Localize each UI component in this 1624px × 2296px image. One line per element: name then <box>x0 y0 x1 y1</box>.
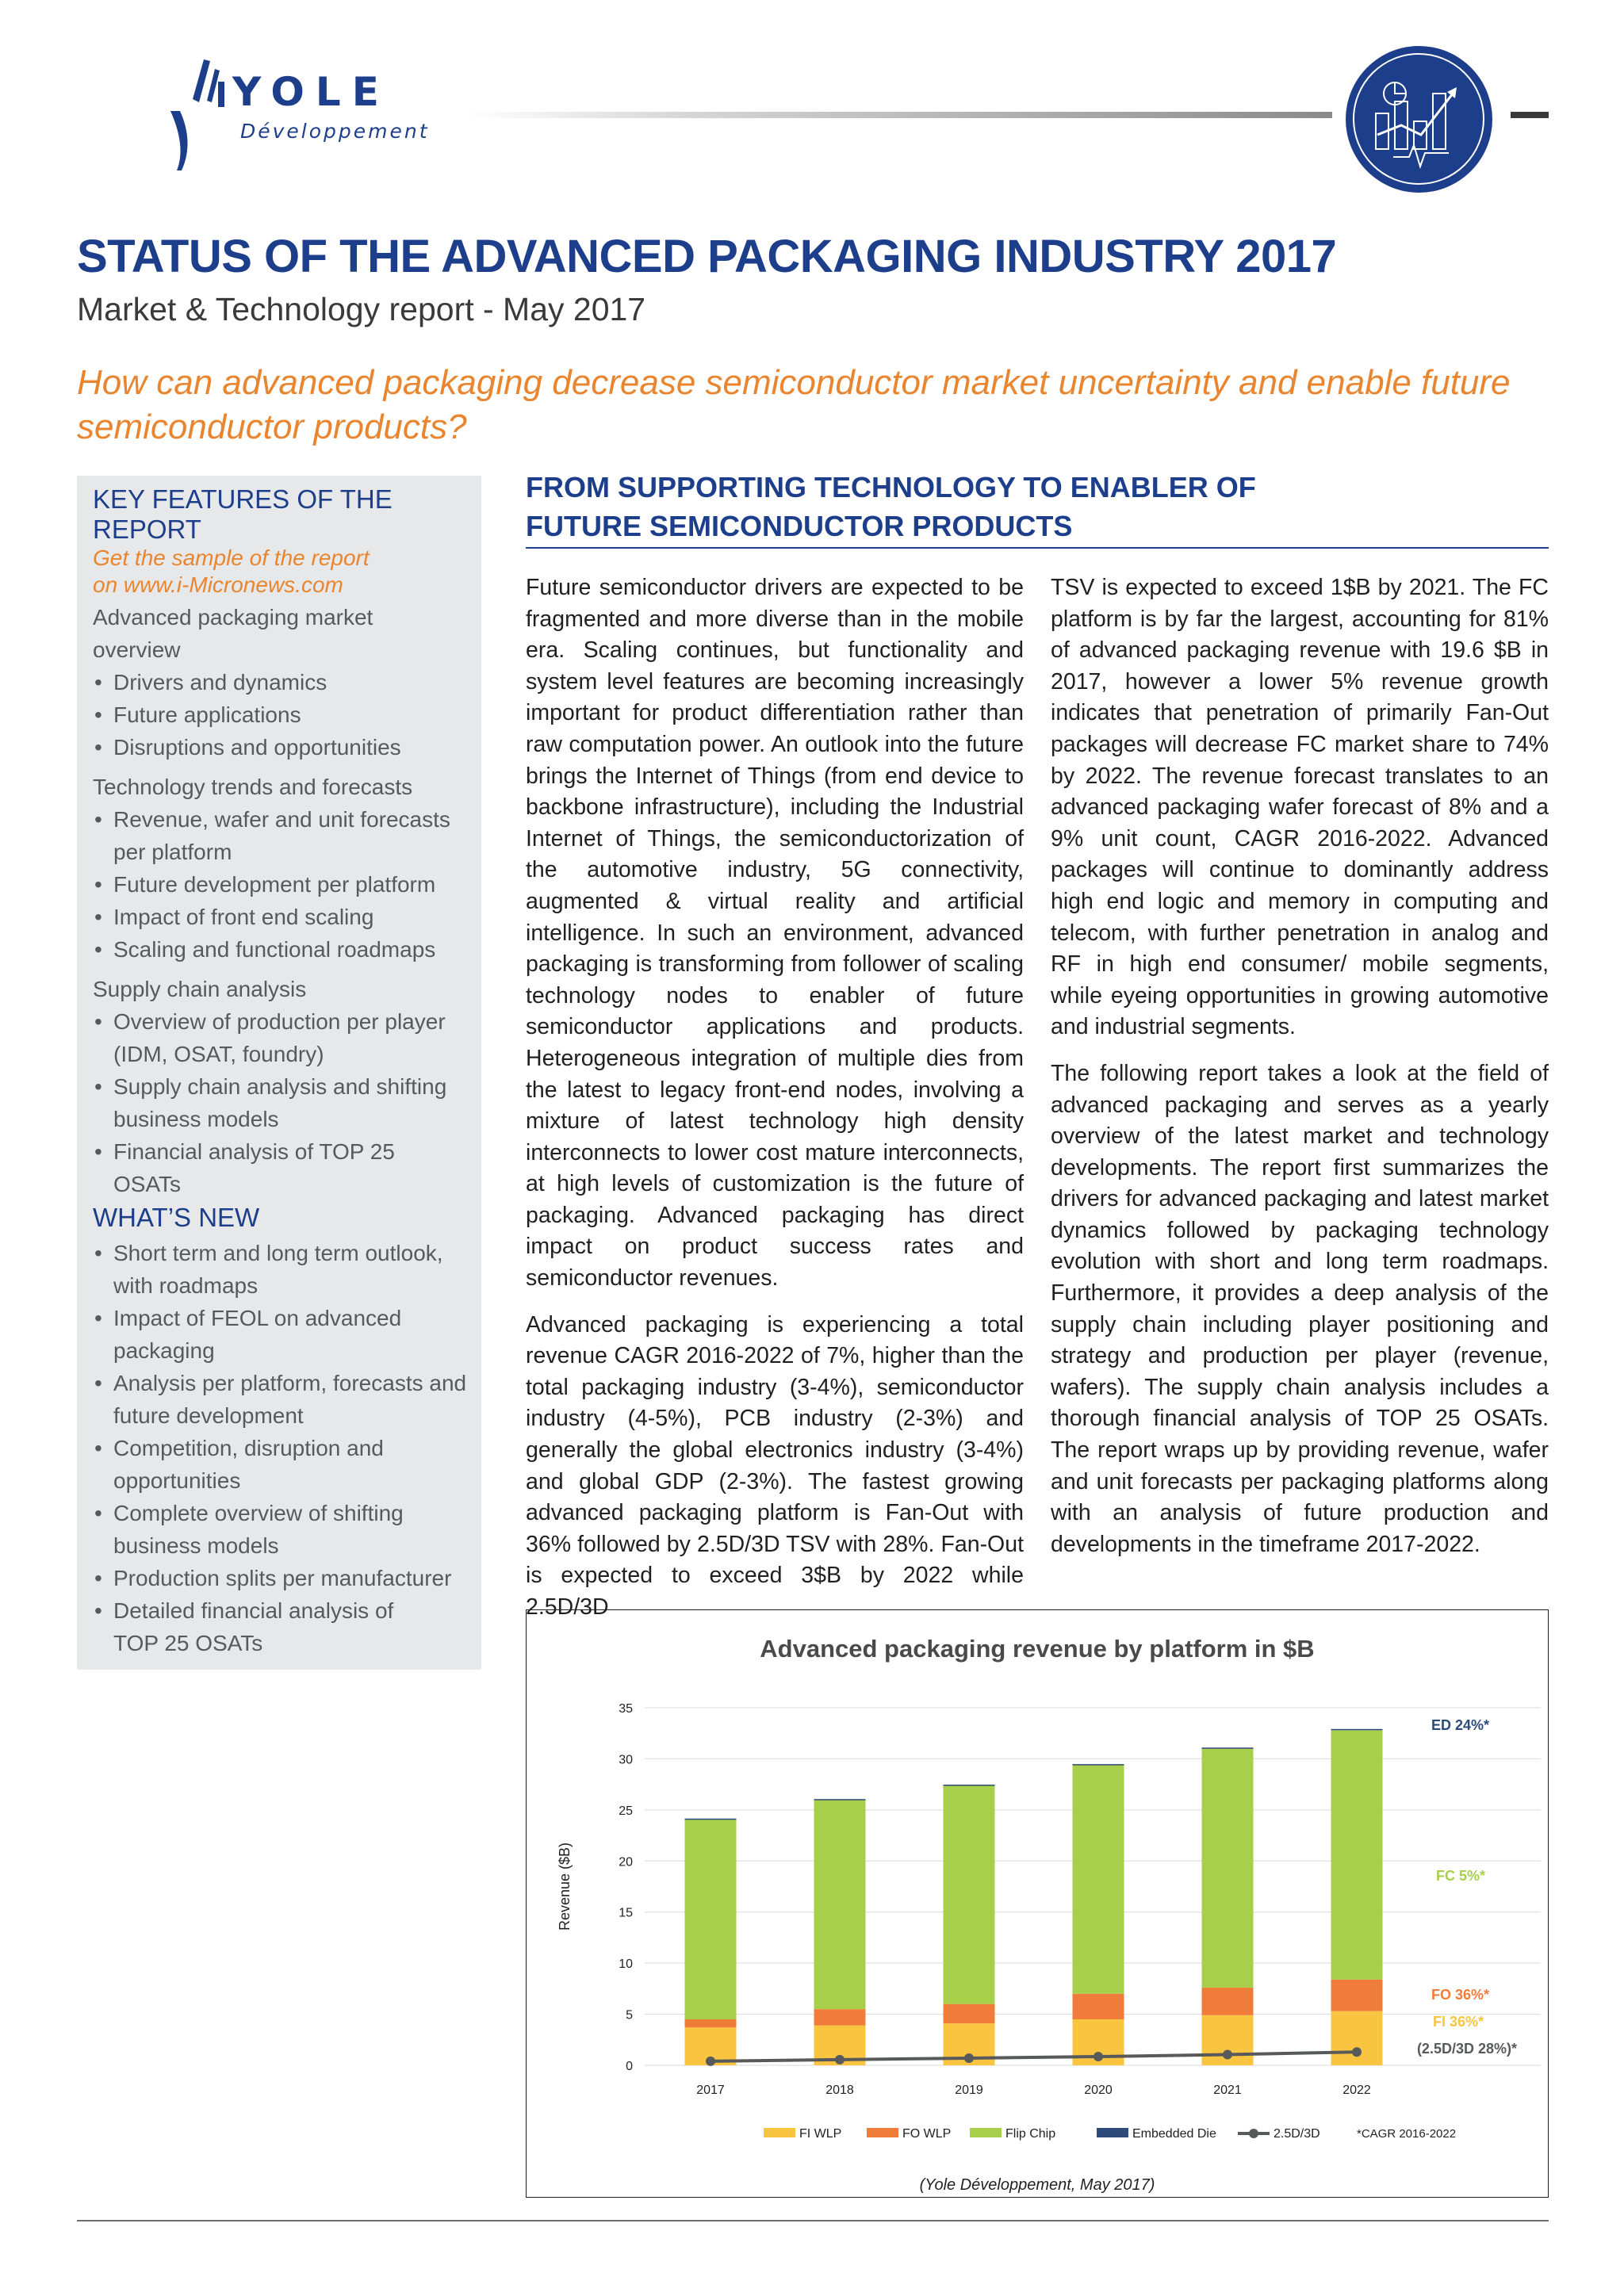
logo-subtitle: Développement <box>240 120 430 143</box>
bar-segment-fo-wlp <box>685 2019 737 2027</box>
bar-segment-embedded-die <box>814 1799 866 1800</box>
line-point <box>1352 2047 1362 2057</box>
bar-segment-embedded-die <box>944 1785 995 1786</box>
chart-growth-icon <box>1346 46 1492 193</box>
chart-annotation: FO 36%* <box>1431 1987 1489 2003</box>
y-tick-label: 20 <box>619 1855 633 1869</box>
line-point <box>835 2055 845 2064</box>
list-item: • Complete overview of shifting business models <box>94 1497 427 1562</box>
x-tick-label: 2018 <box>825 2084 854 2097</box>
bar-segment-fo-wlp <box>1202 1988 1254 2015</box>
chart-annotation: FI 36%* <box>1432 2014 1484 2030</box>
list-item: • Production splits per manufacturer <box>94 1562 467 1594</box>
y-tick-label: 0 <box>626 2060 633 2073</box>
list-item: • Impact of front end scaling <box>94 901 467 933</box>
list-item: • Disruptions and opportunities <box>94 731 467 763</box>
revenue-chart <box>526 1609 1549 2198</box>
list-item: • Future applications <box>94 698 467 731</box>
list-item: • Drivers and dynamics <box>94 666 467 698</box>
chart-source: (Yole Développement, May 2017) <box>919 2176 1155 2194</box>
legend-label: FI WLP <box>799 2127 842 2141</box>
chart-annotation: ED 24%* <box>1431 1717 1489 1733</box>
list-item: • Short term and long term outlook, with roadmaps <box>94 1237 459 1302</box>
bar-segment-embedded-die <box>1202 1747 1254 1749</box>
paragraph: The following report takes a look at the field of advanced packaging and serves as a yearly overview of the latest market and technology developments. The report first summarizes the drivers for advanced packaging and latest market dynamics followed by packaging technology evolution with short and long term roadmaps. Furthermore, it provides a deep analysis of the supply chain including player positioning and strategy and production per player (revenue, wafers). The supply chain analysis includes a thorough financial analysis of TOP 25 OSATs. The report wraps up by providing revenue, wafer and unit forecasts per packaging platforms along with an analysis of future production and developments in the timeframe 2017-2022. <box>1051 1060 1549 1557</box>
bar-segment-fo-wlp <box>814 2009 866 2026</box>
line-point <box>1223 2049 1232 2059</box>
section-heading-main: FROM SUPPORTING TECHNOLOGY TO ENABLER OF FUTURE SEMICONDUCTOR PRODUCTS <box>526 471 1256 542</box>
legend-label: Flip Chip <box>1005 2127 1056 2141</box>
logo-wordmark: YOLE <box>232 69 390 115</box>
bar-segment-fo-wlp <box>944 2004 995 2023</box>
bar-segment-fo-wlp <box>1073 1994 1124 2019</box>
legend-label: FO WLP <box>902 2127 952 2141</box>
list-item: • Overview of production per player (IDM, OSAT, foundry) <box>94 1005 467 1070</box>
list-item: • Future development per platform <box>94 868 467 901</box>
bar-segment-flip-chip <box>685 1819 737 2019</box>
key-features-title: KEY FEATURES OF THE REPORT <box>93 484 393 544</box>
legend-note: *CAGR 2016-2022 <box>1357 2127 1457 2141</box>
footer-rule <box>77 2220 1549 2221</box>
list-item: • Supply chain analysis and shifting business models <box>94 1070 459 1135</box>
yole-logo <box>163 52 430 178</box>
section-heading: Supply chain analysis <box>93 977 307 1001</box>
legend-label: Embedded Die <box>1132 2127 1216 2141</box>
legend-swatch <box>867 2128 898 2137</box>
chart-title: Advanced packaging revenue by platform in $B <box>760 1635 1315 1663</box>
list-item: • Revenue, wafer and unit forecasts per platform <box>94 803 451 868</box>
x-tick-label: 2020 <box>1084 2084 1113 2097</box>
report-badge <box>1346 46 1492 193</box>
y-tick-label: 30 <box>619 1753 633 1767</box>
sample-link-line1[interactable]: Get the sample of the report <box>93 545 370 570</box>
bar-segment-flip-chip <box>1202 1749 1254 1988</box>
line-point <box>706 2057 715 2066</box>
bar-segment-fo-wlp <box>1331 1980 1383 2011</box>
lead-question: How can advanced packaging decrease semiconductor market uncertainty and enable future semiconductor products? <box>77 363 1511 446</box>
paragraph: Advanced packaging is experiencing a total revenue CAGR 2016-2022 of 7%, higher than the total packaging industry (3-4%), semiconductor industry (4-5%), PCB industry (2-3%) and generally the global electronics industry (3-4%) and global GDP (2-3%). The fastest growing advanced packaging platform is Fan-Out with 36% followed by 2.5D/3D TSV with 28%. Fan-Out is expected to exceed 3$B by 2022 while 2.5D/3D <box>526 1311 1024 1620</box>
bar-segment-embedded-die <box>1073 1764 1124 1766</box>
legend-swatch <box>970 2128 1002 2137</box>
y-tick-label: 5 <box>626 2008 633 2022</box>
text-column-right <box>1051 572 1549 1575</box>
page-subtitle: Market & Technology report - May 2017 <box>77 291 646 327</box>
y-tick-label: 25 <box>619 1804 633 1818</box>
bar-segment-flip-chip <box>814 1800 866 2009</box>
y-tick-label: 15 <box>619 1906 633 1920</box>
list-item: • Detailed financial analysis of TOP 25 OSATs <box>94 1594 443 1659</box>
chart-annotation: FC 5%* <box>1435 1868 1485 1884</box>
bar-segment-flip-chip <box>944 1785 995 2004</box>
key-features-sidebar <box>77 476 481 1670</box>
line-point <box>1094 2052 1103 2061</box>
bar-segment-flip-chip <box>1331 1730 1383 1979</box>
x-tick-label: 2021 <box>1213 2084 1242 2097</box>
bar-segment-fi-wlp <box>1331 2011 1383 2065</box>
section-heading: Advanced packaging market overview <box>93 605 373 662</box>
x-tick-label: 2017 <box>696 2084 725 2097</box>
list-item: • Financial analysis of TOP 25 OSATs <box>94 1135 467 1200</box>
paragraph: Future semiconductor drivers are expected to be fragmented and more diverse than in the mobile era. Scaling continues, but functionality and system level features are becoming increasingly important for product differentiation rather than raw computation power. An outlook into the future brings the Internet of Things (from end device to backbone infrastructure), including the Industrial Internet of Things, the semiconductorization of the automotive industry, 5G connectivity, augmented & virtual reality and artificial intelligence. In such an environment, advanced packaging is transforming from follower of scaling technology nodes to enabler of future semiconductor applications and products. Heterogeneous integration of multiple dies from the latest to legacy front-end nodes, involving a mixture of latest technology high density interconnects to lower cost mature interconnects, at high levels of customization is the future of packaging. Advanced packaging has direct impact on product success rates and semiconductor revenues. <box>526 575 1024 1292</box>
sample-link-line2[interactable]: on www.i-Micronews.com <box>93 572 343 597</box>
section-heading: Technology trends and forecasts <box>93 775 413 799</box>
bar-segment-embedded-die <box>1331 1729 1383 1731</box>
legend-swatch <box>1097 2128 1128 2137</box>
legend-label: 2.5D/3D <box>1274 2127 1320 2141</box>
legend-swatch-point <box>1249 2129 1258 2138</box>
line-2-5d-3d <box>710 2052 1357 2061</box>
chart-annotation: (2.5D/3D 28%)* <box>1416 2041 1517 2057</box>
line-point <box>964 2053 974 2063</box>
list-item: • Analysis per platform, forecasts and future development <box>94 1367 467 1432</box>
paragraph: TSV is expected to exceed 1$B by 2021. The FC platform is by far the largest, accounting for 81% of advanced packaging revenue with 19.6 $B in 2017, however a lower 5% revenue growth indicates that penetration of primarily Fan-Out packages will decrease FC market share to 74% by 2022. The revenue forecast translates to an advanced packaging wafer forecast of 8% and a 9% unit count, CAGR 2016-2022. Advanced packages will continue to dominantly address high end logic and memory in computing and telecom, with further penetration in analog and RF in high end consumer/ mobile segments, while eyeing opportunities in growing automotive and industrial segments. <box>1051 575 1549 1040</box>
header-rule <box>468 112 1332 118</box>
header-dash <box>1511 112 1549 118</box>
list-item: • Competition, disruption and opportunities <box>94 1432 427 1497</box>
y-axis-label: Revenue ($B) <box>557 1842 573 1931</box>
page-title: STATUS OF THE ADVANCED PACKAGING INDUSTRY 2017 <box>77 231 1337 282</box>
whats-new-title: WHAT’S NEW <box>93 1203 260 1232</box>
x-tick-label: 2019 <box>955 2084 983 2097</box>
bar-segment-flip-chip <box>1073 1765 1124 1994</box>
bar-segment-embedded-die <box>685 1819 737 1820</box>
list-item: • Scaling and functional roadmaps <box>94 933 467 966</box>
legend-swatch <box>764 2128 795 2137</box>
x-tick-label: 2022 <box>1342 2084 1371 2097</box>
list-item: • Impact of FEOL on advanced packaging <box>94 1302 412 1367</box>
yole-logo-mark-icon <box>163 52 234 170</box>
y-tick-label: 10 <box>619 1957 633 1972</box>
y-tick-label: 35 <box>619 1702 633 1716</box>
text-column-left <box>526 572 1024 1639</box>
heading-rule <box>526 547 1549 549</box>
